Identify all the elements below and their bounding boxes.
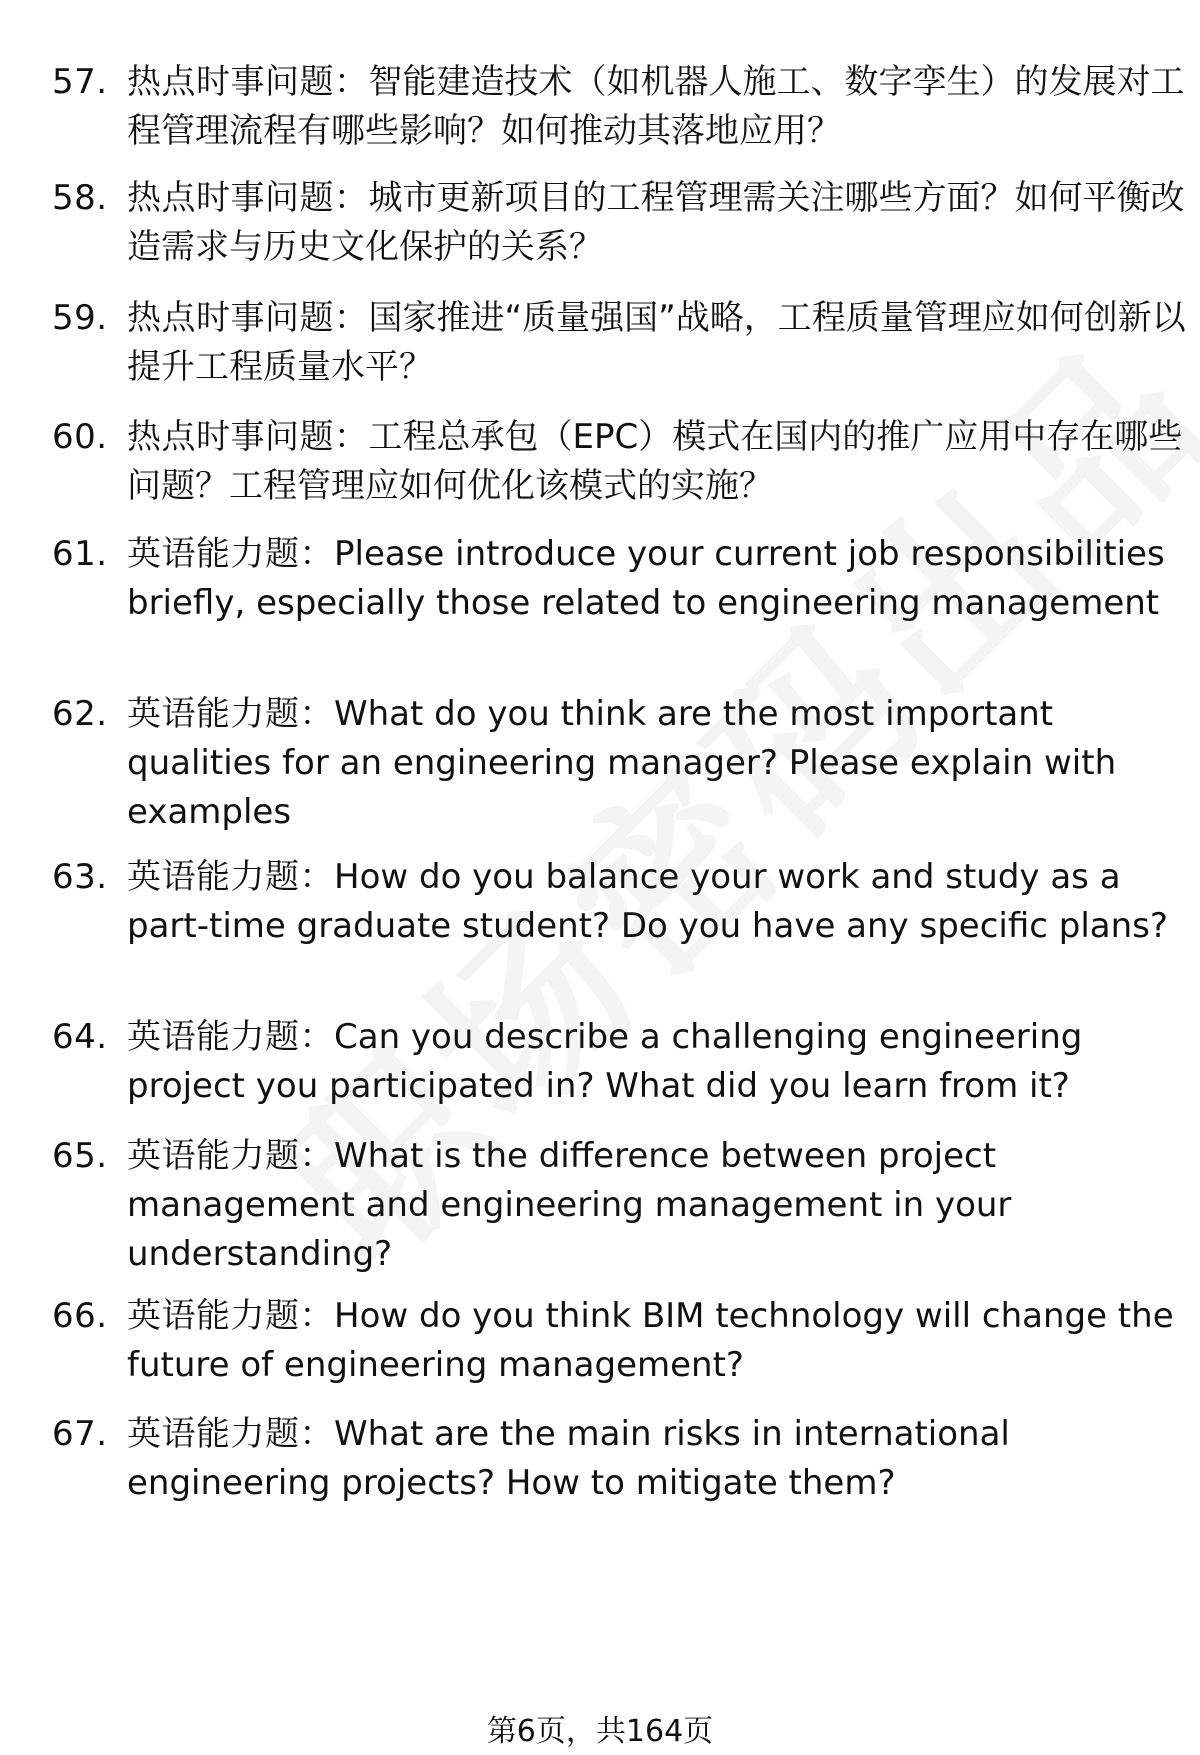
question-number: 60. (52, 417, 108, 457)
question-body: 工程总承包（EPC）模式在国内的推广应用中存在哪些问题？工程管理应如何优化该模式的实施？ (127, 417, 1183, 506)
question-number: 67. (52, 1414, 108, 1454)
question-category: 热点时事问题： (127, 62, 369, 102)
question-body: What is the difference between project management and engineering management in your understanding? (127, 1136, 1012, 1274)
question-category: 英语能力题： (127, 1414, 334, 1454)
question-body: What are the main risks in international engineering projects? How to mitigate them? (127, 1414, 1010, 1503)
question-text (127, 1410, 1197, 1508)
question-body: Please introduce your current job responsibilities briefly, especially those related to engineering management (127, 534, 1165, 623)
question-body: 智能建造技术（如机器人施工、数字孪生）的发展对工程管理流程有哪些影响？如何推动其落地应用？ (127, 62, 1185, 151)
question-body: What do you think are the most important qualities for an engineering manager? Please explain with examples (127, 694, 1117, 832)
question-body: How do you balance your work and study as a part-time graduate student? Do you have any specific plans? (127, 857, 1168, 946)
question-text (127, 58, 1197, 156)
question-body: 城市更新项目的工程管理需关注哪些方面？如何平衡改造需求与历史文化保护的关系？ (127, 178, 1185, 267)
question-number: 63. (52, 857, 108, 897)
question-number: 58. (52, 178, 108, 218)
question-category: 英语能力题： (127, 1017, 334, 1057)
question-category: 英语能力题： (127, 534, 334, 574)
question-number: 65. (52, 1136, 108, 1176)
question-text (127, 413, 1197, 511)
question-category: 英语能力题： (127, 1136, 334, 1176)
question-text (127, 690, 1197, 837)
question-category: 热点时事问题： (127, 178, 369, 218)
question-number: 57. (52, 62, 108, 102)
question-number: 64. (52, 1017, 108, 1057)
question-number: 66. (52, 1296, 108, 1336)
question-category: 英语能力题： (127, 1296, 334, 1336)
question-number: 59. (52, 298, 108, 338)
question-text (127, 1132, 1197, 1279)
question-category: 热点时事问题： (127, 298, 369, 338)
question-text (127, 1013, 1197, 1111)
question-text (127, 530, 1197, 628)
question-body: 国家推进“质量强国”战略，工程质量管理应如何创新以提升工程质量水平？ (127, 298, 1186, 387)
question-body: How do you think BIM technology will change the future of engineering management? (127, 1296, 1174, 1385)
question-category: 热点时事问题： (127, 417, 369, 457)
question-text (127, 174, 1197, 272)
page-footer: 第6页，共164页 (486, 1714, 714, 1749)
question-number: 61. (52, 534, 108, 574)
question-text (127, 853, 1197, 951)
question-body: Can you describe a challenging engineering project you participated in? What did you learn from it? (127, 1017, 1083, 1106)
question-category: 英语能力题： (127, 694, 334, 734)
question-category: 英语能力题： (127, 857, 334, 897)
question-number: 62. (52, 694, 108, 734)
question-text (127, 1292, 1197, 1390)
question-text (127, 294, 1197, 392)
